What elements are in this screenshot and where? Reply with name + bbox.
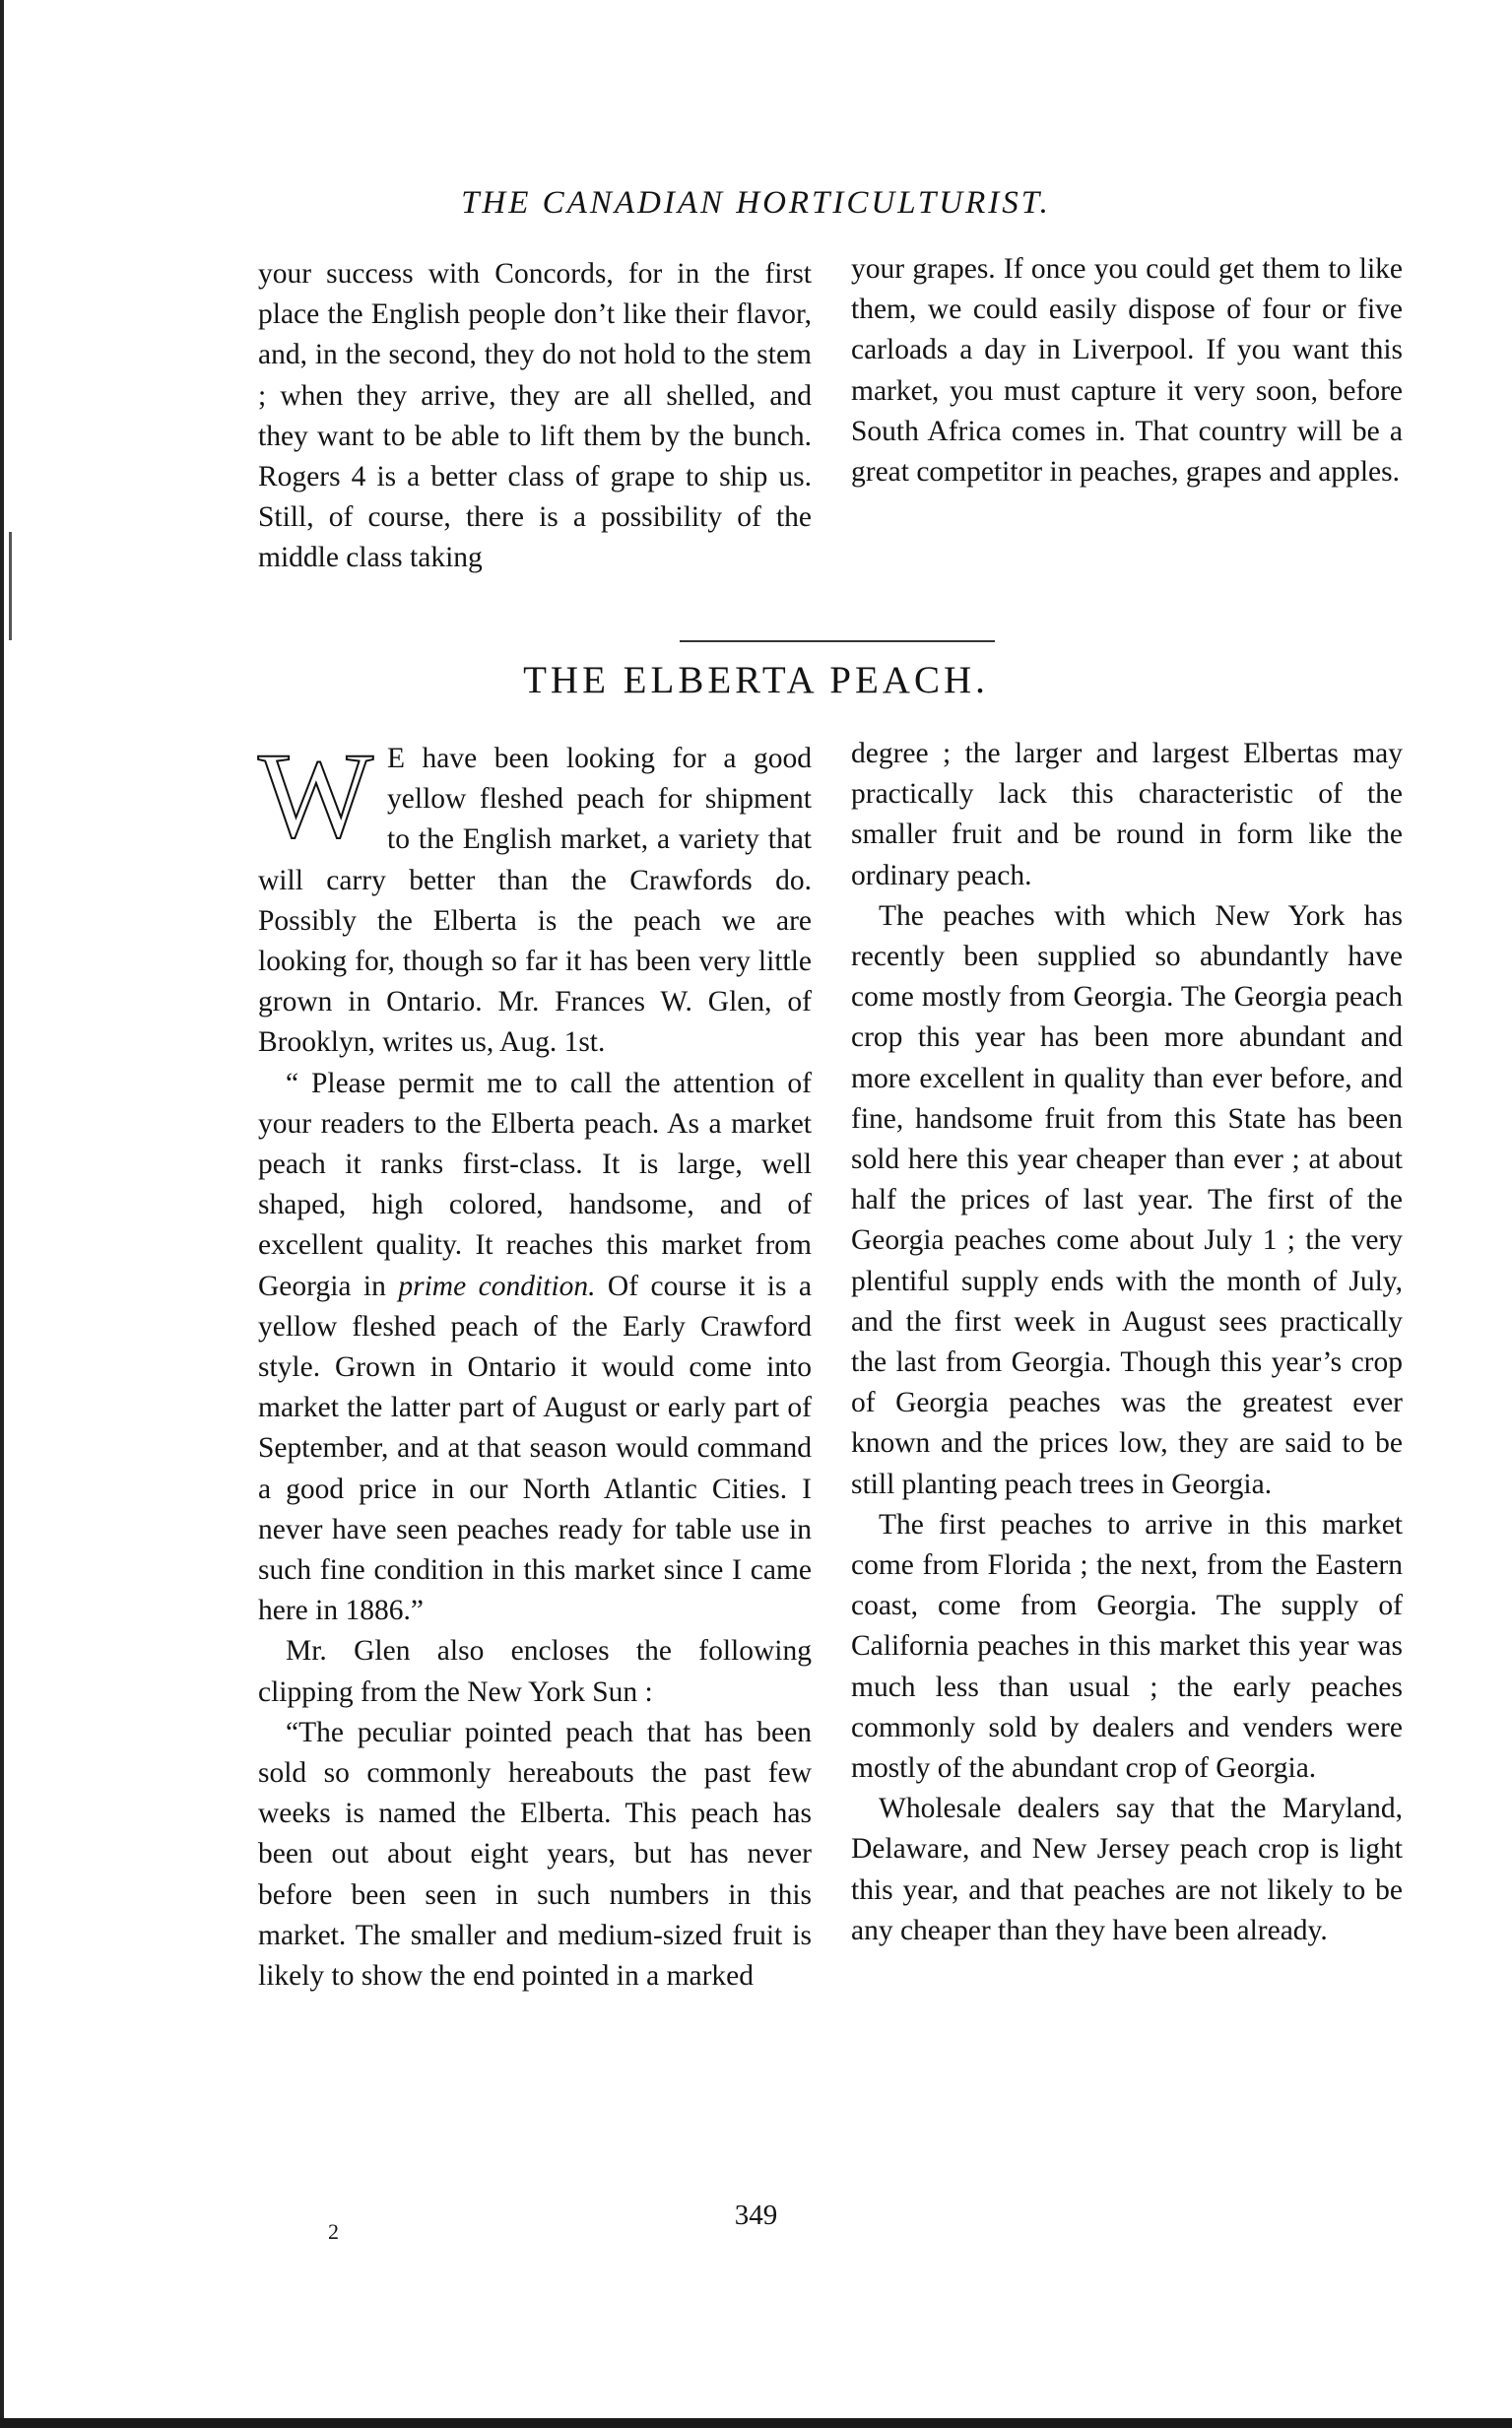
binding-edge xyxy=(0,0,4,2428)
paragraph-2 xyxy=(258,1064,812,1632)
signature-mark: 2 xyxy=(328,2219,339,2244)
binding-edge-mark xyxy=(9,532,12,640)
paragraph-1 xyxy=(258,728,812,1064)
article-left-column xyxy=(258,728,813,1997)
paragraph-3: Mr. Glen also encloses the following clipping from the New York Sun : xyxy=(258,1635,812,1708)
paragraph-1-text: E have been looking for a good yellow fleshed peach for shipment to the English market, a variety that will carry better than the Crawfords do. Possibly the Elberta is the peach we are looking for, though so far it has been very little grown in Ontario. Mr. Frances W. Glen, of Brooklyn, writes us, Aug. 1st. xyxy=(258,743,812,1059)
top-left-column xyxy=(258,254,812,579)
top-left-text: your success with Concords, for in the first place the English people don’t like their flavor, and, in the second, they do not hold to the stem ; when they arrive, they are all shelled, and they want to be able to lift them by the bunch. Rogers 4 is a better class of grape to ship us. Still, of course, there is a possibility of the middle class taking xyxy=(258,258,812,574)
emphasis-text: prime condition. xyxy=(398,1270,596,1302)
paragraph-2-rest: Of course it is a yellow fleshed peach of the Early Crawford style. Grown in Ontario it would come into market the latter part of August or early part of September, and at that season would command a good price in our North Atlantic Cities. I never have seen peaches ready for table use in such fine condition in this market since I came here in 1886.” xyxy=(258,1270,813,1627)
section-divider xyxy=(680,640,995,642)
bottom-page-edge xyxy=(0,2418,1512,2428)
paragraph-7: The first peaches to arrive in this market come from Florida ; the next, from the Eastern coast, come from Georgia. The supply of California peaches in this market this year was much less than usual ; the early peaches commonly sold by dealers and venders were mostly of the abundant crop of Georgia. xyxy=(851,1508,1403,1785)
paragraph-6: The peaches with which New York has recently been supplied so abundantly have come mostly from Georgia. The Georgia peach crop this year has been more abundant and more excellent in quality than ever before, and fine, handsome fruit from this State has been sold here this year cheaper than ever ; at about half the prices of last year. The first of the Georgia peaches come about July 1 ; the very plentiful supply ends with the month of July, and the first week in August sees practically the last from Georgia. Though this year’s crop of Georgia peaches was the greatest ever known and the prices low, they are said to be still planting peach trees in Georgia. xyxy=(851,899,1403,1500)
drop-cap-letter: W xyxy=(258,728,374,863)
page-number: 349 xyxy=(734,2199,778,2231)
running-head: THE CANADIAN HORTICULTURIST. xyxy=(461,185,1051,221)
paragraph-5: degree ; the larger and largest Elbertas may practically lack this characteristic of the smaller fruit and be round in form like the ordinary peach. xyxy=(851,738,1403,891)
paragraph-4: “The peculiar pointed peach that has been sold so commonly hereabouts the past few weeks is named the Elberta. This peach has been out about eight years, but has never before been seen in such numbers in this market. The smaller and medium-sized fruit is likely to show the end pointed in a marked xyxy=(258,1716,812,1993)
article-right-column xyxy=(851,734,1403,1951)
top-right-column xyxy=(851,249,1403,492)
paragraph-2-text: “ Please permit me to call the attention of your readers to the Elberta peach. As a market peach it ranks first-class. It is large, well shaped, high colored, handsome, and of excellent quality. It reaches this market from Georgia in xyxy=(258,1067,812,1302)
top-right-text: your grapes. If once you could get them to like them, we could easily dispose of four or five carloads a day in Liverpool. If you want this market, you must capture it very soon, before South Africa comes in. That country will be a great competitor in peaches, grapes and apples. xyxy=(851,253,1403,489)
article-title: THE ELBERTA PEACH. xyxy=(523,659,989,701)
paragraph-8: Wholesale dealers say that the Maryland, Delaware, and New Jersey peach crop is light this year, and that peaches are not likely to be any cheaper than they have been already. xyxy=(851,1793,1403,1946)
